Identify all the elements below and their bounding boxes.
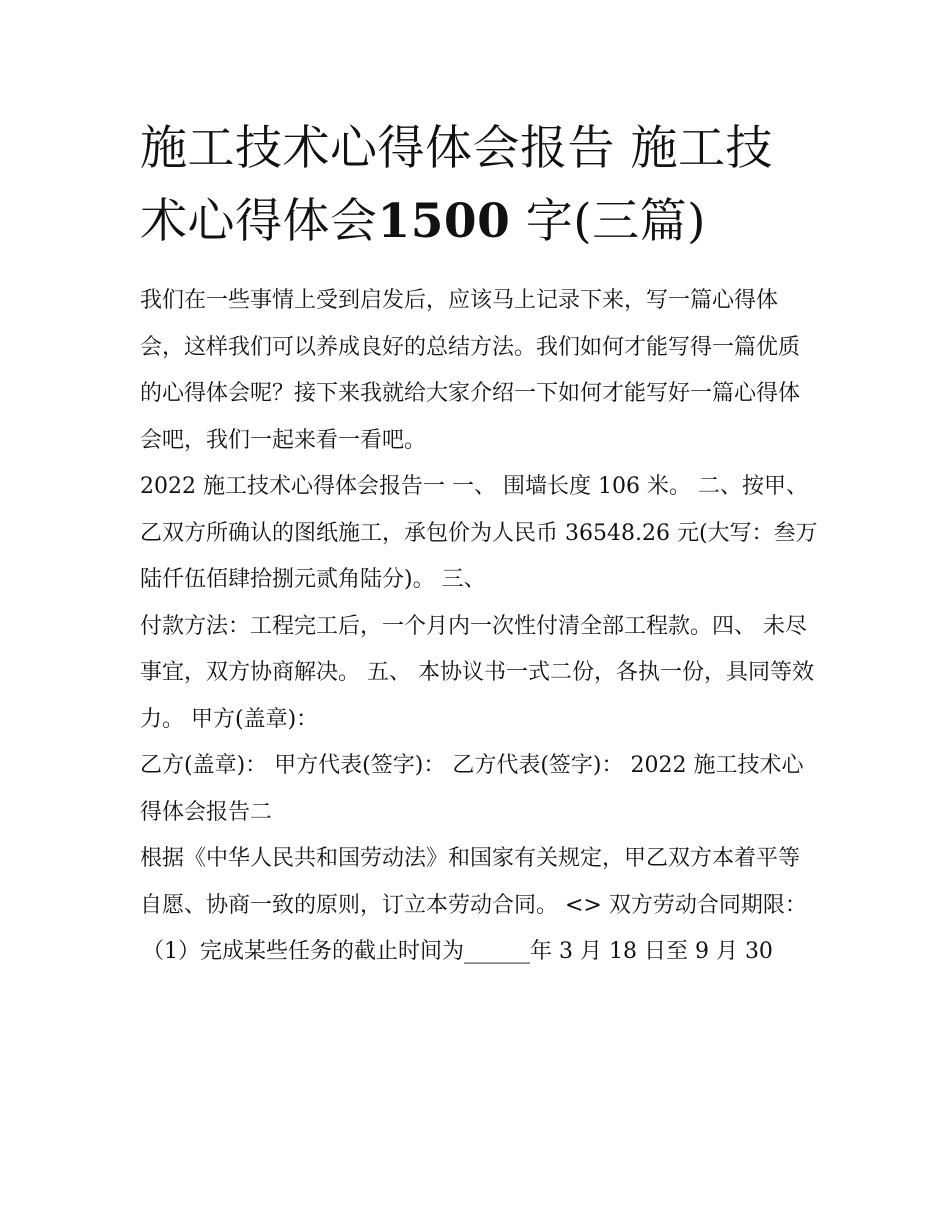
signature-paragraph: 乙方(盖章)： 甲方代表(签字)： 乙方代表(签字)： 2022 施工技术心得体会报告二 (140, 753, 804, 825)
title-number: 1500 (377, 194, 511, 249)
intro-paragraph: 我们在一些事情上受到启发后，应该马上记录下来，写一篇心得体会，这样我们可以养成良好的总结方法。我们如何才能写得一篇优质的心得体会呢？接下来我就给大家介绍一下如何才能写好一篇心得体会吧，我们一起来看一看吧。 (140, 288, 801, 453)
document-body (140, 278, 820, 976)
document-title (140, 112, 820, 258)
term-paragraph: （1）完成某些任务的截止时间为______年 3 月 18 日至 9 月 30 (142, 939, 773, 964)
title-text: 施工技术心得体会报告 施工技术心得体会 (140, 121, 773, 249)
title-suffix: 字(三篇) (510, 194, 706, 249)
report-one-paragraph: 2022 施工技术心得体会报告一 一、 围墙长度 106 米。 二、按甲、乙双方所确认的图纸施工，承包价为人民币 36548.26 元(大写：叁万陆仟伍佰肆拾捌元贰角陆分)。 三、 (140, 474, 818, 592)
payment-paragraph: 付款方法：工程完工后，一个月内一次性付清全部工程款。四、 未尽事宜，双方协商解决。 五、 本协议书一式二份，各执一份，具同等效力。 甲方(盖章)： (140, 613, 814, 732)
contract-paragraph: 根据《中华人民共和国劳动法》和国家有关规定，甲乙双方本着平等自愿、协商一致的原则，订立本劳动合同。 <> 双方劳动合同期限： (140, 846, 807, 918)
